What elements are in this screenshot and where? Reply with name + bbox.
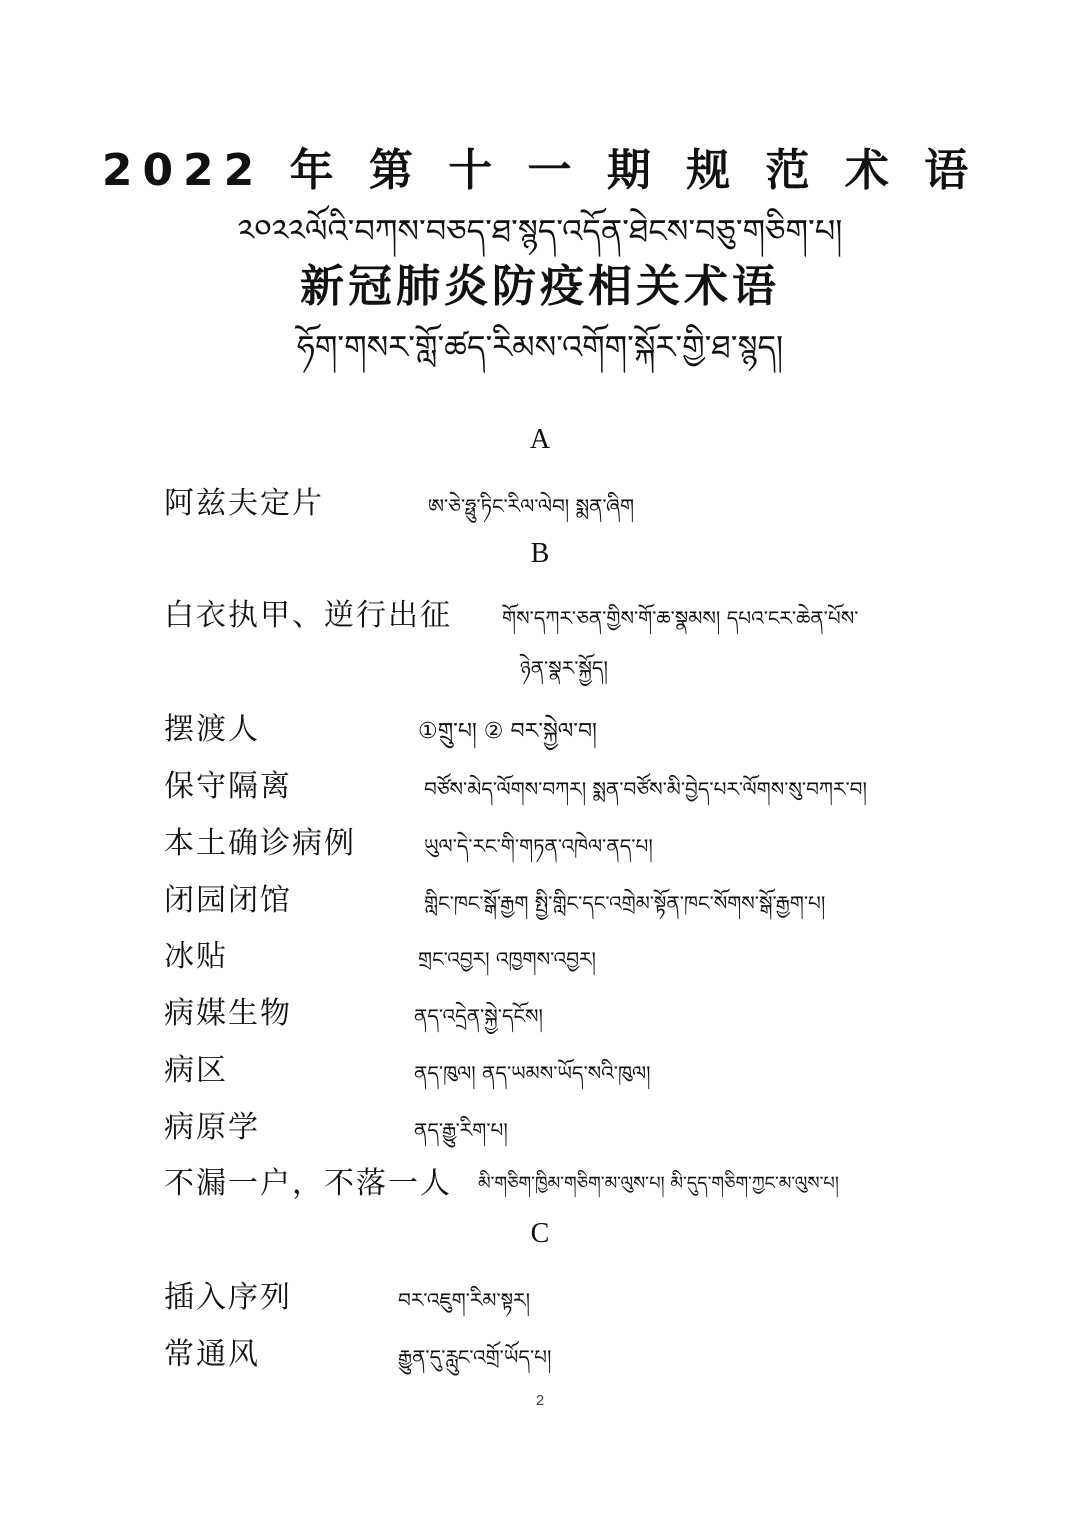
term-chinese: 闭园闭馆 bbox=[164, 883, 292, 918]
section-letter-b: B bbox=[530, 538, 550, 569]
term-tibetan: གླིང་ཁང་སྒོ་རྒྱག སྤྱི་གླིང་དང་འགྲེམ་སྟོན་ཁང་སོགས་སྒོ་རྒྱག་པ། bbox=[424, 891, 826, 915]
term-tibetan: ཡུལ་དེ་རང་གི་གཏན་འཁེལ་ནད་པ། bbox=[424, 834, 653, 858]
page-subtitle-tibetan: ཧོག་གསར་གློ་ཚད་རིམས་འགོག་སྐོར་གྱི་ཐ་སྙད། bbox=[296, 328, 784, 366]
term-chinese: 保守隔离 bbox=[164, 769, 292, 804]
term-tibetan: བར་འཇུག་རིམ་སྟར། bbox=[398, 1288, 531, 1312]
page-title-tibetan: ༢༠༢༢ལོའི་བཀས་བཅད་ཐ་སྙད་འདོན་ཐེངས་བཅུ་གཅིག་པ། bbox=[237, 212, 843, 250]
term-chinese: 本土确诊病例 bbox=[164, 826, 356, 861]
section-letter-a: A bbox=[529, 424, 551, 455]
glossary-entry bbox=[0, 1045, 1080, 1095]
glossary-entry bbox=[0, 1102, 1080, 1152]
term-tibetan: ནད་ཁུལ། ནད་ཡམས་ཡོད་སའི་ཁུལ། bbox=[414, 1061, 651, 1085]
term-chinese: 病原学 bbox=[164, 1110, 260, 1145]
term-chinese: 冰贴 bbox=[164, 939, 228, 974]
page-title: 2022 年 第 十 一 期 规 范 术 语 bbox=[101, 145, 979, 196]
glossary-entry bbox=[0, 1272, 1080, 1322]
term-tibetan: ①གྲུ་པ། ② བར་སྐྱེལ་བ། bbox=[418, 719, 597, 744]
glossary-entry bbox=[0, 704, 1080, 754]
term-chinese: 白衣执甲、逆行出征 bbox=[164, 598, 452, 633]
term-tibetan: ནད་རྒྱུ་རིག་པ། bbox=[414, 1118, 508, 1142]
page-subtitle: 新冠肺炎防疫相关术语 bbox=[300, 261, 780, 312]
term-tibetan-continued: ཉེན་སྣར་སྐྱོད། bbox=[520, 656, 608, 680]
section-letter-c: C bbox=[530, 1218, 550, 1249]
term-chinese: 病媒生物 bbox=[164, 996, 292, 1031]
page-number: 2 bbox=[535, 1392, 545, 1409]
term-chinese: 常通风 bbox=[164, 1337, 260, 1372]
glossary-entry bbox=[0, 761, 1080, 811]
glossary-entry bbox=[0, 988, 1080, 1038]
glossary-entry bbox=[0, 478, 1080, 528]
term-chinese: 插入序列 bbox=[164, 1280, 292, 1315]
term-tibetan: རྒྱུན་དུ་རླུང་འགྲོ་ཡོད་པ། bbox=[398, 1345, 552, 1369]
term-chinese: 阿兹夫定片 bbox=[164, 486, 324, 521]
term-chinese: 病区 bbox=[164, 1053, 228, 1088]
term-tibetan: གོས་དཀར་ཅན་གྱིས་གོ་ཆ་སྣམས། དཔའ་ངར་ཆེན་པོས་ bbox=[502, 606, 859, 630]
term-chinese: 不漏一户，不落一人 bbox=[164, 1166, 452, 1201]
glossary-entry bbox=[0, 818, 1080, 868]
glossary-entry bbox=[0, 1329, 1080, 1379]
term-tibetan: གྲང་འབྱར། འཁྱགས་འབྱར། bbox=[418, 947, 596, 971]
glossary-entry bbox=[0, 1158, 1080, 1208]
glossary-entry bbox=[0, 931, 1080, 981]
term-chinese: 摆渡人 bbox=[164, 712, 260, 747]
term-tibetan: མི་གཅིག་ཁྱིམ་གཅིག་མ་ལུས་པ། མི་དུད་གཅིག་ཀྱང་མ་ལུས་པ། bbox=[478, 1173, 839, 1194]
glossary-entry bbox=[0, 875, 1080, 925]
term-tibetan: ཨ་ཅེ་ཧྥུ་ཏིང་རིལ་ལེབ། སྨན་ཞིག bbox=[428, 494, 635, 518]
term-tibetan: བཙོས་མེད་ལོགས་བཀར། སྨན་བཙོས་མི་བྱེད་པར་ལོགས་སུ་བཀར་བ། bbox=[424, 777, 867, 801]
term-tibetan: ནད་འདྲེན་སྐྱེ་དངོས། bbox=[414, 1004, 543, 1028]
glossary-entry bbox=[0, 590, 1080, 690]
